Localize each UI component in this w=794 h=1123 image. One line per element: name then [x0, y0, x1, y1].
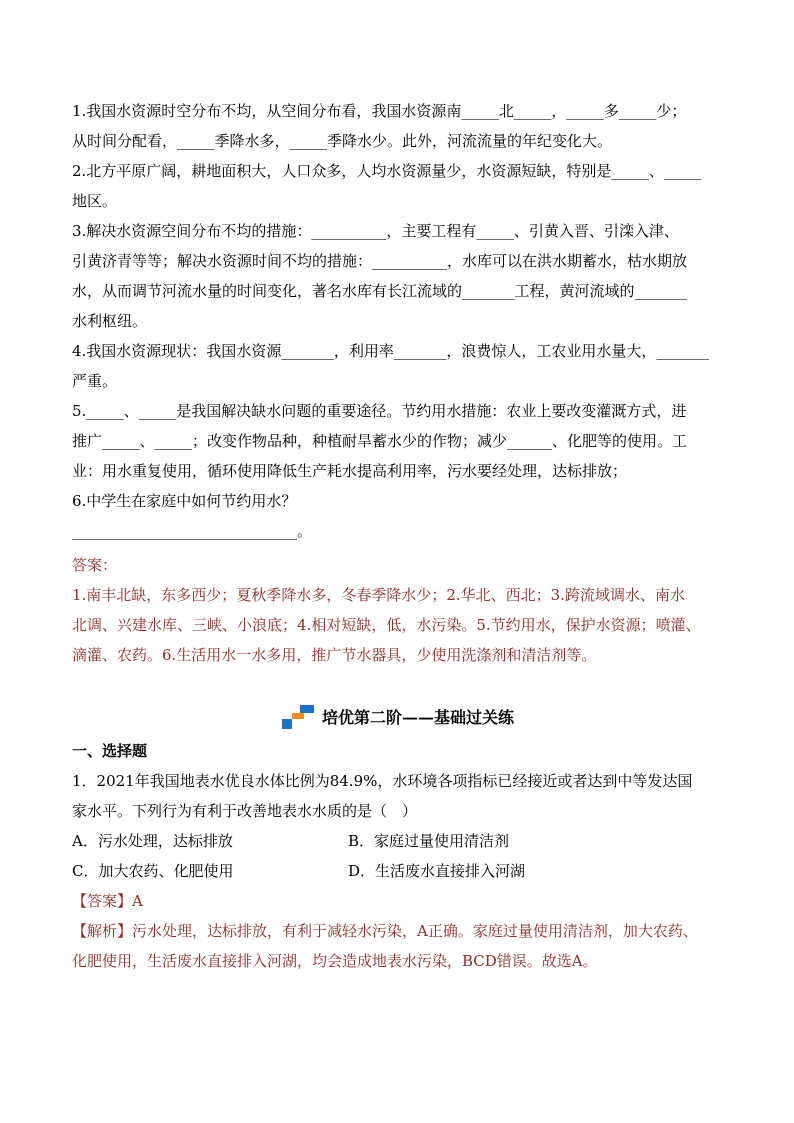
option-b: B．家庭过量使用清洁剂	[348, 832, 510, 850]
review-q6-line1: 6.中学生在家庭中如何节约用水？	[72, 492, 297, 510]
content-column	[72, 96, 724, 976]
stacked-blocks-icon	[282, 705, 316, 731]
answers-line2: 北调、兴建水库、三峡、小浪底；4.相对短缺，低，水污染。5.节约用水，保护水资源；喷灌、	[72, 616, 701, 634]
section-title-text: 培优第二阶——基础过关练	[321, 708, 514, 727]
answers-line1: 1.南丰北缺，东多西少；夏秋季降水多，冬春季降水少；2.华北、西北；3.跨流域调水、南水	[72, 586, 685, 604]
section-title	[72, 700, 724, 736]
review-q5-line1: 5._____、_____是我国解决缺水问题的重要途径。节约用水措施：农业上要改变灌溉方式，进	[72, 402, 687, 420]
option-a: A．污水处理，达标排放	[72, 832, 233, 850]
answer-value: A	[132, 892, 143, 910]
analysis-line1	[72, 916, 724, 946]
review-q5-line3: 业：用水重复使用，循环使用降低生产耗水提高利用率，污水要经处理，达标排放；	[72, 462, 628, 480]
review-q2-line1: 2.北方平原广阔，耕地面积大，人口众多，人均水资源量少，水资源短缺，特别是_____、_____	[72, 162, 702, 180]
analysis-line2: 化肥使用，生活废水直接排入河湖，均会造成地表水污染，BCD错误。故选A。	[72, 952, 598, 970]
review-q3-line2: 引黄济青等等；解决水资源时间不均的措施：__________，水库可以在洪水期蓄水，枯水期放	[72, 252, 688, 270]
answers-label: 答案：	[72, 556, 118, 574]
question-stem-line1: 1．2021年我国地表水优良水体比例为84.9%，水环境各项指标已经接近或者达到中等发达国	[72, 772, 693, 790]
review-q2-line2: 地区。	[72, 192, 118, 210]
review-q3-line3: 水，从而调节河流水量的时间变化，著名水库有长江流域的_______工程，黄河流域的_______	[72, 282, 688, 300]
review-q4-line2: 严重。	[72, 372, 118, 390]
option-c: C．加大农药、化肥使用	[72, 862, 234, 880]
review-q3-line4: 水利枢纽。	[72, 312, 148, 330]
review-q1-line2: 从时间分配看，_____季降水多，_____季降水少。此外，河流流量的年纪变化大。	[72, 132, 613, 150]
answer-label: 【答案】	[72, 892, 133, 910]
answers-line3: 滴灌、农药。6.生活用水一水多用，推广节水器具，少使用洗涤剂和清洁剂等。	[72, 646, 597, 664]
question-stem-line2: 家水平。下列行为有利于改善地表水水质的是（ ）	[72, 802, 418, 820]
analysis-text-1: 污水处理，达标排放，有利于减轻水污染，A正确。家庭过量使用清洁剂，加大农药、	[132, 922, 698, 940]
options-row-2	[72, 856, 724, 886]
options-row-1	[72, 826, 724, 856]
option-d: D．生活废水直接排入河湖	[348, 862, 526, 880]
review-q3-line1: 3.解决水资源空间分布不均的措施：__________，主要工程有_____、引黄入晋、引滦入津、	[72, 222, 679, 240]
analysis-label: 【解析】	[72, 922, 133, 940]
review-q6-line2: ______________________________。	[72, 522, 313, 540]
review-q5-line2: 推广_____、_____；改变作物品种，种植耐旱蓄水少的作物；减少______、化肥等的使用。工	[72, 432, 688, 450]
review-q4-line1: 4.我国水资源现状：我国水资源_______，利用率_______，浪费惊人，工农业用水量大，_______	[72, 342, 709, 360]
answer-line	[72, 886, 724, 916]
review-q1-line1: 1.我国水资源时空分布不均，从空间分布看，我国水资源南_____北_____，_____多_____少；	[72, 102, 687, 120]
section-subheading: 一、选择题	[72, 742, 148, 760]
